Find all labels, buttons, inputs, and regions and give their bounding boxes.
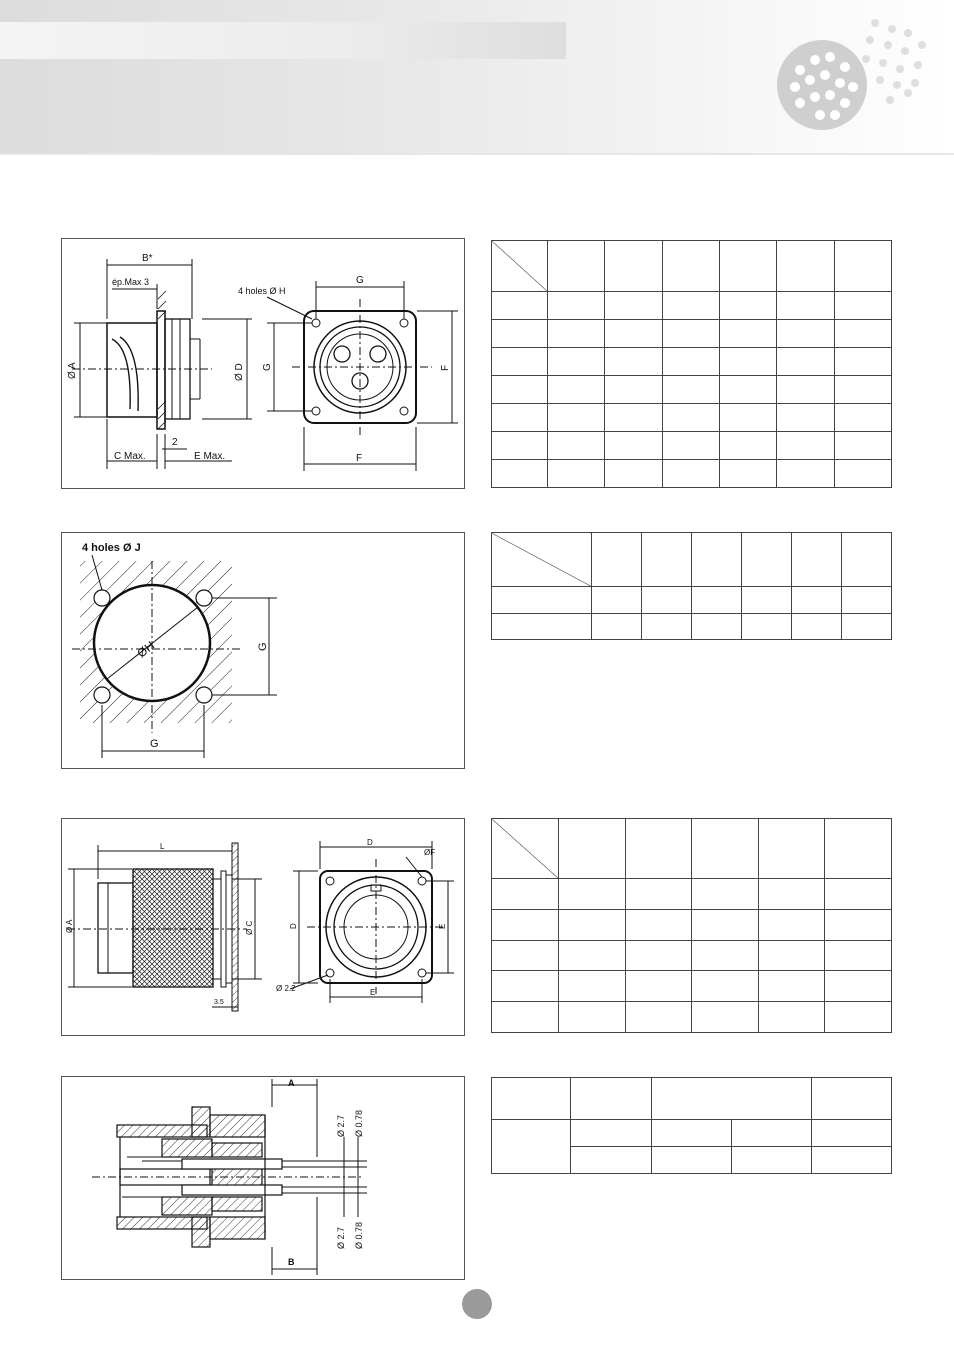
label-a: A — [288, 1078, 295, 1088]
label-dia-27-top: Ø 2.7 — [336, 1114, 346, 1137]
label-b: B — [288, 1257, 295, 1267]
label-holes-h: 4 holes Ø H — [238, 286, 286, 296]
label-dia-f: ØF — [424, 848, 436, 857]
label-g-left: G — [262, 363, 273, 371]
table-2 — [491, 532, 892, 640]
label-g-top: G — [356, 275, 364, 286]
label-35: 3.5 — [214, 999, 224, 1006]
label-d-top: D — [367, 838, 373, 847]
label-dia-c: Ø C — [245, 920, 254, 935]
label-d-side: D — [289, 923, 298, 929]
table-1 — [491, 240, 892, 488]
label-dia-a: Ø A — [65, 919, 74, 933]
label-b: B* — [142, 253, 153, 264]
label-dia-h: ØH — [134, 638, 158, 661]
label-f-right: F — [440, 364, 451, 371]
label-holes-j: 4 holes Ø J — [82, 542, 141, 554]
label-e-side: E — [438, 923, 447, 929]
label-2: 2 — [172, 437, 178, 448]
label-ep-max: ép.Max 3 — [112, 277, 150, 287]
label-l: L — [160, 842, 165, 851]
label-c-max: C Max. — [114, 451, 146, 462]
connector-dots-logo — [770, 15, 940, 140]
label-g-side: G — [257, 642, 269, 651]
label-hole-22: Ø 2.2 — [276, 984, 296, 993]
table-4 — [491, 1077, 892, 1174]
label-g-bottom: G — [150, 738, 159, 750]
header-divider — [0, 153, 954, 155]
label-dia-d: Ø D — [234, 363, 245, 381]
drawing-receptacle-dimensions — [61, 238, 465, 489]
label-e-bottom: E — [370, 988, 376, 997]
label-dia-078-top: Ø 0.78 — [354, 1109, 364, 1137]
drawing-contact-section — [61, 1076, 465, 1280]
label-dia-078-bottom: Ø 0.78 — [354, 1221, 364, 1249]
label-f-bottom: F — [356, 453, 363, 464]
label-e-max: E Max. — [194, 451, 226, 462]
label-dia-a: Ø A — [67, 362, 78, 379]
header-title-bar — [0, 22, 566, 59]
drawing-plug-dimensions — [61, 818, 465, 1036]
label-dia-27-bottom: Ø 2.7 — [336, 1226, 346, 1249]
table-3 — [491, 818, 892, 1033]
drawing-panel-cutout — [61, 532, 465, 769]
page-number-dot — [462, 1289, 492, 1319]
